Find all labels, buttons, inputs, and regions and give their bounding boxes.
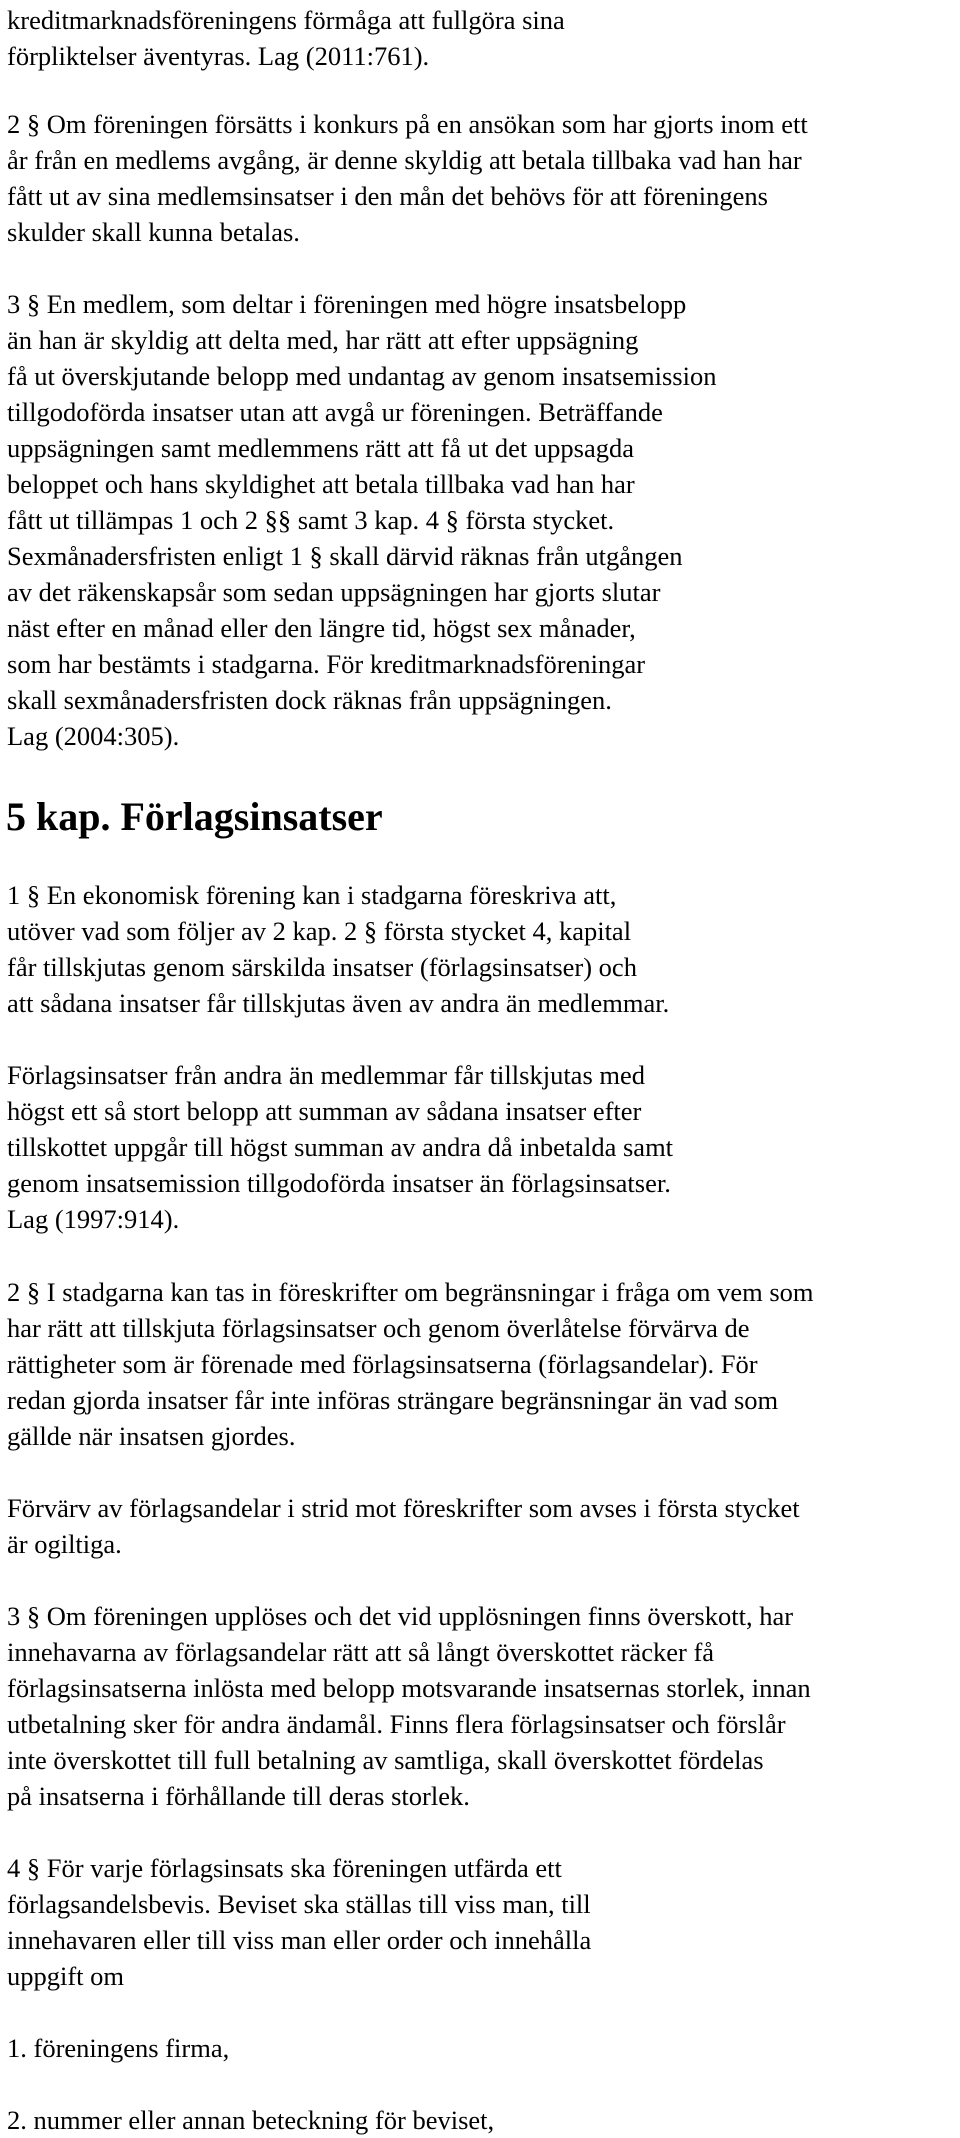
text-line: få ut överskjutande belopp med undantag av genom insatsemission: [7, 361, 717, 391]
text-line: som har bestämts i stadgarna. För kreditmarknadsföreningar: [7, 649, 646, 679]
text-line: Lag (2004:305).: [7, 721, 180, 751]
paragraph-section-3: [7, 286, 716, 754]
paragraph-chapter5-section-4: [7, 1850, 591, 1994]
text-line: har rätt att tillskjuta förlagsinsatser och genom överlåtelse förvärva de: [7, 1313, 750, 1343]
text-line: 3 § En medlem, som deltar i föreningen med högre insatsbelopp: [7, 289, 687, 319]
text-line: uppgift om: [7, 1961, 125, 1991]
text-line: redan gjorda insatser får inte införas strängare begränsningar än vad som: [7, 1385, 779, 1415]
text-line: skulder skall kunna betalas.: [7, 217, 300, 247]
text-line: på insatserna i förhållande till deras storlek.: [7, 1781, 470, 1811]
text-line: att sådana insatser får tillskjutas även av andra än medlemmar.: [7, 988, 670, 1018]
text-line: 1 § En ekonomisk förening kan i stadgarna föreskriva att,: [7, 880, 617, 910]
text-line: utbetalning sker för andra ändamål. Finns flera förlagsinsatser och förslår: [7, 1709, 786, 1739]
text-line: uppsägningen samt medlemmens rätt att få ut det uppsagda: [7, 433, 635, 463]
text-line: skall sexmånadersfristen dock räknas från uppsägningen.: [7, 685, 612, 715]
text-line: av det räkenskapsår som sedan uppsägningen har gjorts slutar: [7, 577, 661, 607]
text-line: Sexmånadersfristen enligt 1 § skall därvid räknas från utgången: [7, 541, 683, 571]
text-line: tillskottet uppgår till högst summan av andra då inbetalda samt: [7, 1132, 674, 1162]
text-line: förlagsinsatserna inlösta med belopp motsvarande insatsernas storlek, innan: [7, 1673, 811, 1703]
text-line: beloppet och hans skyldighet att betala tillbaka vad han har: [7, 469, 635, 499]
paragraph-chapter5-section-2: [7, 1274, 814, 1454]
text-line: 4 § För varje förlagsinsats ska föreningen utfärda ett: [7, 1853, 562, 1883]
text-line: utöver vad som följer av 2 kap. 2 § första stycket 4, kapital: [7, 916, 632, 946]
list-item: [7, 2030, 229, 2066]
text-line: Förvärv av förlagsandelar i strid mot föreskrifter som avses i första stycket: [7, 1493, 800, 1523]
text-line: 2 § I stadgarna kan tas in föreskrifter om begränsningar i fråga om vem som: [7, 1277, 814, 1307]
text-line: innehavarna av förlagsandelar rätt att så långt överskottet räcker få: [7, 1637, 715, 1667]
text-line: högst ett så stort belopp att summan av sådana insatser efter: [7, 1096, 642, 1126]
text-line: får tillskjutas genom särskilda insatser (förlagsinsatser) och: [7, 952, 637, 982]
text-line: förpliktelser äventyras. Lag (2011:761).: [7, 41, 430, 71]
text-line: fått ut tillämpas 1 och 2 §§ samt 3 kap. 4 § första stycket.: [7, 505, 615, 535]
text-line: Lag (1997:914).: [7, 1204, 180, 1234]
text-line: 3 § Om föreningen upplöses och det vid upplösningen finns överskott, har: [7, 1601, 794, 1631]
text-line: är ogiltiga.: [7, 1529, 122, 1559]
paragraph-chapter5-section-1-part-2: [7, 1057, 673, 1237]
chapter-heading: 5 kap. Förlagsinsatser: [6, 794, 383, 839]
paragraph-section-2: [7, 106, 808, 250]
text-line: inte överskottet till full betalning av samtliga, skall överskottet fördelas: [7, 1745, 764, 1775]
text-line: tillgodoförda insatser utan att avgå ur föreningen. Beträffande: [7, 397, 663, 427]
text-line: förlagsandelsbevis. Beviset ska ställas till viss man, till: [7, 1889, 591, 1919]
list-item: [7, 2102, 494, 2138]
text-line: 2 § Om föreningen försätts i konkurs på en ansökan som har gjorts inom ett: [7, 109, 808, 139]
paragraph-continuation: [7, 2, 565, 74]
text-line: rättigheter som är förenade med förlagsinsatserna (förlagsandelar). För: [7, 1349, 758, 1379]
text-line: fått ut av sina medlemsinsatser i den mån det behövs för att föreningens: [7, 181, 768, 211]
text-line: Förlagsinsatser från andra än medlemmar får tillskjutas med: [7, 1060, 646, 1090]
paragraph-chapter5-section-2-part-2: [7, 1490, 800, 1562]
text-line: 2. nummer eller annan beteckning för beviset,: [7, 2105, 495, 2135]
paragraph-chapter5-section-3: [7, 1598, 811, 1814]
paragraph-chapter5-section-1: [7, 877, 669, 1021]
text-line: näst efter en månad eller den längre tid, högst sex månader,: [7, 613, 636, 643]
text-line: 1. föreningens firma,: [7, 2033, 230, 2063]
text-line: än han är skyldig att delta med, har rätt att efter uppsägning: [7, 325, 639, 355]
text-line: år från en medlems avgång, är denne skyldig att betala tillbaka vad han har: [7, 145, 802, 175]
text-line: innehavaren eller till viss man eller order och innehålla: [7, 1925, 592, 1955]
text-line: gällde när insatsen gjordes.: [7, 1421, 296, 1451]
text-line: genom insatsemission tillgodoförda insatser än förlagsinsatser.: [7, 1168, 671, 1198]
text-line: kreditmarknadsföreningens förmåga att fullgöra sina: [7, 5, 565, 35]
